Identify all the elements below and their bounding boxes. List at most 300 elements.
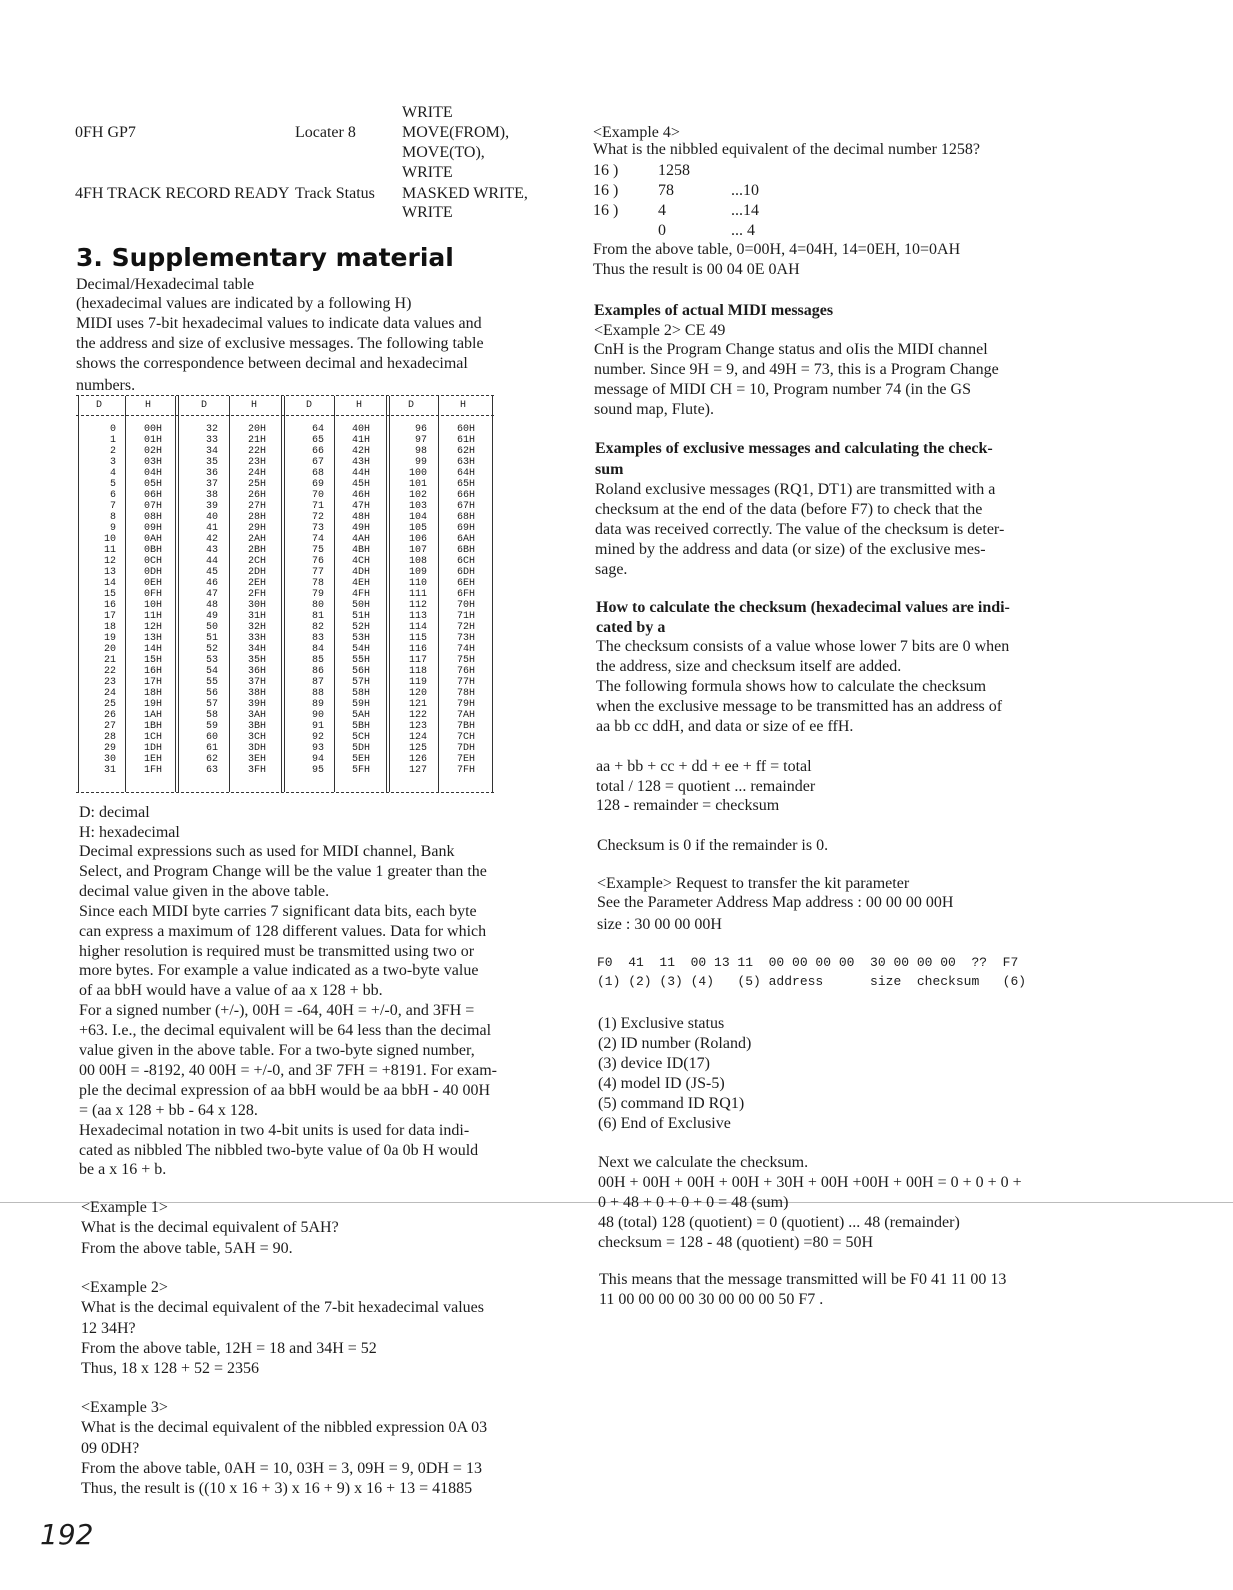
table-cell-hex: 02H (144, 446, 163, 457)
table-cell-hex: 10H (144, 600, 163, 611)
table-cell-hex: 79H (457, 699, 476, 710)
table-cell-hex: 5FH (352, 765, 371, 776)
left-paras-line: Select, and Program Change will be the value 1 greater than the (79, 862, 487, 880)
table-cell-hex: 09H (144, 523, 163, 534)
formula-lines-line: total / 128 = quotient ... remainder (596, 777, 816, 795)
example3-line: Thus, the result is ((10 x 16 + 3) x 16 + 9) x 16 + 13 = 41885 (81, 1480, 473, 1498)
table-cell-hex: 55H (352, 655, 371, 666)
calc-lines-line: 0 + 48 + 0 + 0 + 0 = 48 (sum) (598, 1193, 789, 1211)
howto-heading: How to calculate the checksum (hexadecimal values are indi- (596, 599, 1010, 616)
table-cell-decimal: 34 (205, 446, 218, 457)
table-cell-hex: 4FH (352, 589, 371, 600)
example2-line: Thus, 18 x 128 + 52 = 2356 (81, 1360, 260, 1378)
table-cell-decimal: 0 (109, 424, 116, 435)
table-cell-decimal: 76 (311, 556, 324, 567)
table-cell-hex: 53H (352, 633, 371, 644)
table-cell-decimal: 6 (109, 490, 116, 501)
division-div: 16 ) (593, 182, 619, 199)
table-cell-hex: 5CH (352, 732, 371, 743)
calc-lines-line: 48 (total) 128 (quotient) = 0 (quotient) ... 48 (remainder) (598, 1213, 960, 1231)
table-cell-decimal: 97 (414, 435, 427, 446)
example4-question: What is the nibbled equivalent of the decimal number 1258? (593, 141, 980, 158)
left-paras-line: = (aa x 128 + bb - 64 x 128. (79, 1101, 258, 1119)
table-cell-decimal: 55 (205, 677, 218, 688)
table-cell-hex: 70H (457, 600, 476, 611)
table-cell-decimal: 98 (414, 446, 427, 457)
table-cell-hex: 49H (352, 523, 371, 534)
table-cell-hex: 2DH (248, 567, 267, 578)
table-cell-decimal: 84 (311, 644, 324, 655)
table-cell-decimal: 105 (408, 523, 427, 534)
example3-line: What is the decimal equivalent of the nibbled expression 0A 03 (81, 1419, 488, 1437)
division-num: 78 (658, 182, 674, 199)
table-cell-hex: 31H (248, 611, 267, 622)
table-cell-decimal: 110 (408, 578, 427, 589)
table-cell-decimal: 41 (205, 523, 218, 534)
table-cell-hex: 7AH (457, 710, 476, 721)
table-cell-hex: 42H (352, 446, 371, 457)
table-cell-hex: 24H (248, 468, 267, 479)
exclusive-heading: sum (595, 461, 624, 478)
table-cell-decimal: 20 (103, 644, 116, 655)
table-cell-decimal: 39 (205, 501, 218, 512)
section-title: 3. Supplementary material (76, 243, 454, 272)
table-cell-decimal: 24 (103, 688, 116, 699)
table-cell-hex: 73H (457, 633, 476, 644)
left-paras-line: For a signed number (+/-), 00H = -64, 40H = +/-0, and 3FH = (79, 1002, 475, 1020)
table-cell-decimal: 5 (109, 479, 116, 490)
table-cell-decimal: 113 (408, 611, 427, 622)
table-cell-hex: 57H (352, 677, 371, 688)
table-cell-decimal: 1 (109, 435, 116, 446)
table-cell-decimal: 30 (103, 754, 116, 765)
table-cell-hex: 34H (248, 644, 267, 655)
final-lines-line: This means that the message transmitted will be F0 41 11 00 13 (599, 1271, 1007, 1288)
table-cell-hex: 4DH (352, 567, 371, 578)
table-header: D (306, 400, 313, 411)
table-cell-hex: 6BH (457, 545, 476, 556)
table-cell-decimal: 16 (103, 600, 116, 611)
table-cell-hex: 1BH (144, 721, 163, 732)
table-cell-decimal: 29 (103, 743, 116, 754)
table-cell-hex: 0FH (144, 589, 163, 600)
table-cell-hex: 33H (248, 633, 267, 644)
left-paras-line: higher resolution is required must be transmitted using two or (79, 942, 475, 960)
table-cell-hex: 61H (457, 435, 476, 446)
table-cell-decimal: 65 (311, 435, 324, 446)
table-cell-hex: 38H (248, 688, 267, 699)
legend-list-line: (2) ID number (Roland) (598, 1035, 752, 1052)
exclusive-lines-line: checksum at the end of the data (before F7) to check that the (595, 501, 983, 518)
table-cell-hex: 27H (248, 501, 267, 512)
table-cell-hex: 54H (352, 644, 371, 655)
left-paras-line: value given in the above table. For a two-byte signed number, (79, 1042, 475, 1059)
table-cell-decimal: 46 (205, 578, 218, 589)
table-cell-decimal: 54 (205, 666, 218, 677)
table-cell-decimal: 59 (205, 721, 218, 732)
table-cell-decimal: 28 (103, 732, 116, 743)
table-cell-hex: 2EH (248, 578, 267, 589)
table-cell-hex: 1FH (144, 765, 163, 776)
left-paras-line: can express a maximum of 128 different values. Data for which (79, 922, 487, 940)
actual-lines-line: CnH is the Program Change status and oIis the MIDI channel (594, 341, 988, 358)
table-cell-decimal: 117 (408, 655, 427, 666)
table-cell-decimal: 119 (408, 677, 427, 688)
table-cell-decimal: 62 (205, 754, 218, 765)
left-paras-line: 00 00H = -8192, 40 00H = +/-0, and 3F 7FH = +8191. For exam- (79, 1061, 497, 1079)
table-cell-hex: 71H (457, 611, 476, 622)
table-cell-hex: 2AH (248, 534, 267, 545)
table-cell-decimal: 10 (103, 534, 116, 545)
legend-list-line: (5) command ID RQ1) (598, 1095, 745, 1112)
table-cell-hex: 78H (457, 688, 476, 699)
division-num: 1258 (658, 162, 690, 179)
table-cell-decimal: 73 (311, 523, 324, 534)
table-cell-hex: 35H (248, 655, 267, 666)
message-bytes: F0 41 11 00 13 11 00 00 00 00 30 00 00 00 ?? F7 (597, 955, 1019, 970)
table-cell-decimal: 90 (311, 710, 324, 721)
left-paras-line: cated as nibbled The nibbled two-byte value of 0a 0b H would (79, 1141, 479, 1159)
example4-result: Thus the result is 00 04 0E 0AH (593, 261, 800, 278)
example3-line: 09 0DH? (81, 1439, 140, 1457)
howto-lines-line: The checksum consists of a value whose lower 7 bits are 0 when (596, 638, 1010, 655)
intro-line: the address and size of exclusive messages. The following table (76, 335, 484, 352)
table-cell-hex: 58H (352, 688, 371, 699)
table-cell-decimal: 115 (408, 633, 427, 644)
division-rem: ... 4 (731, 222, 755, 239)
table-cell-decimal: 104 (408, 512, 427, 523)
table-cell-decimal: 69 (311, 479, 324, 490)
page-number: 192 (40, 1518, 94, 1551)
table-cell-decimal: 18 (103, 622, 116, 633)
table-cell-hex: 0BH (144, 545, 163, 556)
table-cell-hex: 18H (144, 688, 163, 699)
left-paras-line: ple the decimal expression of aa bbH would be aa bbH - 40 00H (79, 1081, 490, 1099)
legend-decimal: D: decimal (79, 804, 150, 821)
division-div: 16 ) (593, 162, 619, 179)
table-cell-hex: 4EH (352, 578, 371, 589)
table-cell-decimal: 91 (311, 721, 324, 732)
table-cell-hex: 26H (248, 490, 267, 501)
left-paras-line: Since each MIDI byte carries 7 significant data bits, each byte (79, 902, 477, 920)
table-cell-hex: 04H (144, 468, 163, 479)
table-cell-decimal: 12 (103, 556, 116, 567)
table-cell-decimal: 58 (205, 710, 218, 721)
table-cell-decimal: 102 (408, 490, 427, 501)
howto-heading: cated by a (596, 619, 666, 636)
table-cell-hex: 12H (144, 622, 163, 633)
table-cell-hex: 01H (144, 435, 163, 446)
table-cell-hex: 56H (352, 666, 371, 677)
table-cell-decimal: 38 (205, 490, 218, 501)
table-cell-decimal: 103 (408, 501, 427, 512)
table-cell-decimal: 121 (408, 699, 427, 710)
table-cell-hex: 16H (144, 666, 163, 677)
table-cell-hex: 15H (144, 655, 163, 666)
table-cell-hex: 46H (352, 490, 371, 501)
table-cell-hex: 1CH (144, 732, 163, 743)
table-cell-decimal: 40 (205, 512, 218, 523)
table-cell-hex: 6FH (457, 589, 476, 600)
table-cell-decimal: 111 (408, 589, 427, 600)
table-cell-hex: 40H (352, 424, 371, 435)
table-cell-hex: 2CH (248, 556, 267, 567)
actual-lines-line: sound map, Flute). (594, 401, 714, 418)
table-cell-hex: 7BH (457, 721, 476, 732)
table-cell-hex: 62H (457, 446, 476, 457)
table-cell-hex: 50H (352, 600, 371, 611)
table-cell-hex: 05H (144, 479, 163, 490)
table-cell-decimal: 99 (414, 457, 427, 468)
top-op: WRITE (402, 204, 453, 221)
table-cell-hex: 45H (352, 479, 371, 490)
top-op: MOVE(TO), (402, 144, 485, 161)
left-paras-line: Hexadecimal notation in two 4-bit units is used for data indi- (79, 1121, 470, 1139)
table-cell-hex: 68H (457, 512, 476, 523)
table-cell-decimal: 83 (311, 633, 324, 644)
left-paras-line: +63. I.e., the decimal equivalent will be 64 less than the decimal (79, 1022, 492, 1040)
table-cell-decimal: 77 (311, 567, 324, 578)
table-cell-hex: 7FH (457, 765, 476, 776)
table-cell-decimal: 126 (408, 754, 427, 765)
table-cell-decimal: 127 (408, 765, 427, 776)
intro-line: numbers. (76, 377, 136, 394)
table-cell-decimal: 116 (408, 644, 427, 655)
table-cell-hex: 1DH (144, 743, 163, 754)
table-cell-decimal: 96 (414, 424, 427, 435)
table-cell-decimal: 108 (408, 556, 427, 567)
table-cell-hex: 3FH (248, 765, 267, 776)
table-cell-decimal: 9 (109, 523, 116, 534)
table-cell-hex: 06H (144, 490, 163, 501)
table-cell-hex: 76H (457, 666, 476, 677)
table-cell-hex: 20H (248, 424, 267, 435)
table-cell-hex: 4BH (352, 545, 371, 556)
table-cell-decimal: 42 (205, 534, 218, 545)
table-cell-decimal: 15 (103, 589, 116, 600)
table-cell-hex: 0DH (144, 567, 163, 578)
table-cell-decimal: 53 (205, 655, 218, 666)
howto-lines-line: The following formula shows how to calculate the checksum (596, 678, 987, 695)
table-cell-decimal: 11 (103, 545, 116, 556)
table-cell-hex: 3EH (248, 754, 267, 765)
table-cell-hex: 07H (144, 501, 163, 512)
table-cell-decimal: 79 (311, 589, 324, 600)
top-op: WRITE (402, 164, 453, 181)
table-cell-hex: 64H (457, 468, 476, 479)
table-cell-decimal: 82 (311, 622, 324, 633)
request-line: <Example> Request to transfer the kit parameter (597, 875, 910, 892)
table-cell-decimal: 61 (205, 743, 218, 754)
table-cell-decimal: 93 (311, 743, 324, 754)
table-cell-hex: 72H (457, 622, 476, 633)
table-cell-hex: 67H (457, 501, 476, 512)
table-cell-decimal: 68 (311, 468, 324, 479)
actual-lines-line: message of MIDI CH = 10, Program number 74 (in the GS (594, 381, 971, 398)
table-cell-decimal: 51 (205, 633, 218, 644)
table-cell-decimal: 8 (109, 512, 116, 523)
example2-line: <Example 2> (81, 1279, 168, 1296)
table-cell-decimal: 123 (408, 721, 427, 732)
table-cell-hex: 32H (248, 622, 267, 633)
table-cell-hex: 47H (352, 501, 371, 512)
table-cell-decimal: 85 (311, 655, 324, 666)
checksum-zero: Checksum is 0 if the remainder is 0. (597, 837, 829, 854)
table-header: D (96, 400, 103, 411)
table-cell-hex: 6DH (457, 567, 476, 578)
intro-line: (hexadecimal values are indicated by a following H) (76, 295, 412, 312)
table-header: H (145, 400, 152, 411)
exclusive-lines-line: sage. (595, 561, 628, 578)
table-cell-decimal: 78 (311, 578, 324, 589)
table-cell-decimal: 52 (205, 644, 218, 655)
top-op: MASKED WRITE, (402, 185, 528, 202)
table-cell-decimal: 19 (103, 633, 116, 644)
table-cell-hex: 75H (457, 655, 476, 666)
table-cell-hex: 2FH (248, 589, 267, 600)
table-cell-decimal: 70 (311, 490, 324, 501)
table-cell-hex: 3CH (248, 732, 267, 743)
table-cell-decimal: 81 (311, 611, 324, 622)
table-cell-decimal: 71 (311, 501, 324, 512)
example4-title: <Example 4> (593, 124, 680, 141)
table-cell-hex: 6EH (457, 578, 476, 589)
table-cell-decimal: 49 (205, 611, 218, 622)
table-cell-decimal: 43 (205, 545, 218, 556)
actual-heading: Examples of actual MIDI messages (594, 302, 834, 319)
formula-lines-line: aa + bb + cc + dd + ee + ff = total (596, 758, 812, 775)
table-cell-decimal: 74 (311, 534, 324, 545)
table-cell-decimal: 75 (311, 545, 324, 556)
legend-list-line: (6) End of Exclusive (598, 1115, 731, 1132)
left-paras-line: decimal value given in the above table. (79, 882, 330, 900)
example3-line: From the above table, 0AH = 10, 03H = 3, 09H = 9, 0DH = 13 (81, 1459, 482, 1477)
exclusive-heading: Examples of exclusive messages and calculating the check- (595, 440, 993, 457)
division-rem: ...14 (731, 202, 759, 219)
table-cell-decimal: 86 (311, 666, 324, 677)
table-header: D (408, 400, 415, 411)
howto-lines-line: aa bb cc ddH, and data or size of ee ffH. (596, 718, 854, 735)
table-cell-hex: 59H (352, 699, 371, 710)
exclusive-lines-line: Roland exclusive messages (RQ1, DT1) are transmitted with a (595, 481, 996, 498)
table-cell-hex: 39H (248, 699, 267, 710)
left-paras-line: be a x 16 + b. (79, 1161, 167, 1179)
table-cell-hex: 23H (248, 457, 267, 468)
exclusive-lines-line: mined by the address and data (or size) of the exclusive mes- (595, 541, 986, 558)
table-cell-decimal: 31 (103, 765, 116, 776)
table-cell-decimal: 48 (205, 600, 218, 611)
table-cell-decimal: 21 (103, 655, 116, 666)
table-header: H (460, 400, 467, 411)
table-cell-hex: 4CH (352, 556, 371, 567)
table-cell-decimal: 122 (408, 710, 427, 721)
table-cell-hex: 5BH (352, 721, 371, 732)
table-cell-hex: 6AH (457, 534, 476, 545)
table-cell-hex: 7DH (457, 743, 476, 754)
example2-line: From the above table, 12H = 18 and 34H = 52 (81, 1339, 377, 1357)
left-paras-line: Decimal expressions such as used for MIDI channel, Bank (79, 843, 455, 860)
table-cell-hex: 5EH (352, 754, 371, 765)
table-cell-hex: 77H (457, 677, 476, 688)
intro-line: Decimal/Hexadecimal table (76, 276, 255, 293)
table-cell-decimal: 106 (408, 534, 427, 545)
table-cell-decimal: 50 (205, 622, 218, 633)
table-cell-hex: 1AH (144, 710, 163, 721)
table-cell-decimal: 107 (408, 545, 427, 556)
example3-line: <Example 3> (81, 1399, 168, 1416)
table-cell-decimal: 44 (205, 556, 218, 567)
table-cell-hex: 60H (457, 424, 476, 435)
table-cell-decimal: 2 (109, 446, 116, 457)
table-cell-hex: 17H (144, 677, 163, 688)
table-cell-hex: 0CH (144, 556, 163, 567)
table-cell-hex: 74H (457, 644, 476, 655)
table-cell-hex: 21H (248, 435, 267, 446)
table-cell-hex: 03H (144, 457, 163, 468)
table-cell-hex: 41H (352, 435, 371, 446)
intro-line: shows the correspondence between decimal and hexadecimal (76, 355, 468, 372)
table-cell-decimal: 22 (103, 666, 116, 677)
top-element: Locater 8 (295, 124, 356, 141)
left-paras-line: of aa bbH would have a value of aa x 128 + bb. (79, 982, 383, 1000)
top-op: MOVE(FROM), (402, 124, 510, 141)
table-cell-decimal: 95 (311, 765, 324, 776)
table-cell-hex: 5DH (352, 743, 371, 754)
table-cell-hex: 4AH (352, 534, 371, 545)
table-cell-decimal: 124 (408, 732, 427, 743)
table-cell-decimal: 14 (103, 578, 116, 589)
table-cell-decimal: 80 (311, 600, 324, 611)
example4-result: From the above table, 0=00H, 4=04H, 14=0EH, 10=0AH (593, 241, 961, 258)
table-cell-decimal: 100 (408, 468, 427, 479)
table-cell-hex: 13H (144, 633, 163, 644)
table-cell-decimal: 13 (103, 567, 116, 578)
decimal-hex-table (76, 394, 496, 796)
example2-line: What is the decimal equivalent of the 7-bit hexadecimal values (81, 1299, 484, 1317)
table-cell-hex: 3BH (248, 721, 267, 732)
actual-example: <Example 2> CE 49 (594, 322, 726, 339)
table-cell-hex: 43H (352, 457, 371, 468)
table-cell-decimal: 67 (311, 457, 324, 468)
calc-lines-line: Next we calculate the checksum. (598, 1154, 809, 1171)
table-cell-hex: 7EH (457, 754, 476, 765)
table-cell-decimal: 101 (408, 479, 427, 490)
exclusive-lines-line: data was received correctly. The value of the checksum is deter- (595, 521, 1005, 538)
division-num: 4 (658, 202, 666, 219)
table-cell-decimal: 125 (408, 743, 427, 754)
table-cell-decimal: 25 (103, 699, 116, 710)
table-cell-decimal: 120 (408, 688, 427, 699)
table-cell-decimal: 35 (205, 457, 218, 468)
table-cell-decimal: 89 (311, 699, 324, 710)
table-cell-decimal: 94 (311, 754, 324, 765)
table-cell-hex: 7CH (457, 732, 476, 743)
table-cell-decimal: 7 (109, 501, 116, 512)
table-cell-hex: 22H (248, 446, 267, 457)
top-element: Track Status (295, 185, 375, 202)
table-cell-decimal: 109 (408, 567, 427, 578)
table-cell-hex: 19H (144, 699, 163, 710)
table-cell-decimal: 17 (103, 611, 116, 622)
top-addr: 0FH GP7 (75, 124, 136, 141)
table-cell-hex: 1EH (144, 754, 163, 765)
formula-lines-line: 128 - remainder = checksum (596, 797, 780, 814)
table-cell-hex: 63H (457, 457, 476, 468)
table-cell-hex: 37H (248, 677, 267, 688)
howto-lines-line: when the exclusive message to be transmitted has an address of (596, 698, 1003, 715)
division-num: 0 (658, 222, 666, 239)
intro-line: MIDI uses 7-bit hexadecimal values to indicate data values and (76, 315, 482, 332)
